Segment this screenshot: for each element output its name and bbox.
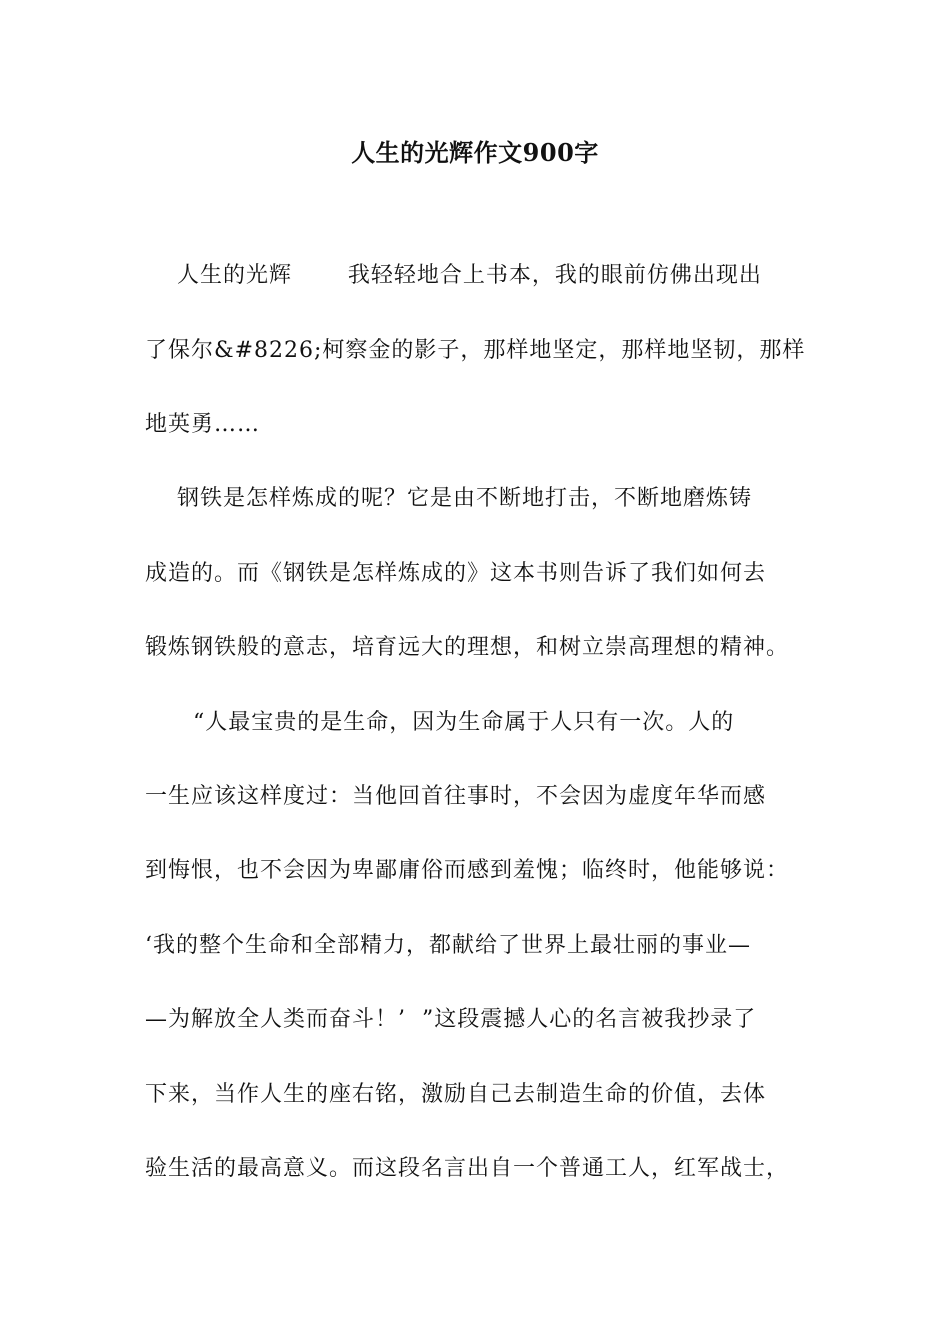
- text-line: “人最宝贵的是生命，因为生命属于人只有一次。人的: [145, 710, 735, 735]
- text-line: 到悔恨，也不会因为卑鄙庸俗而感到羞愧；临终时，他能够说：: [145, 858, 790, 883]
- text-line: 验生活的最高意义。而这段名言出自一个普通工人，红军战士，: [145, 1156, 790, 1181]
- text-line: ‘我的整个生命和全部精力，都献给了世界上最壮丽的事业—: [145, 933, 751, 958]
- text-line: 了保尔&#8226;柯察金的影子，那样地坚定，那样地坚韧，那样: [145, 338, 806, 363]
- document-title: 人生的光辉作文900字: [351, 138, 599, 167]
- text-line: 人生的光辉 我轻轻地合上书本，我的眼前仿佛出现出: [145, 263, 762, 288]
- text-line: 钢铁是怎样炼成的呢？它是由不断地打击，不断地磨炼铸: [145, 486, 752, 511]
- text-line: 锻炼钢铁般的意志，培育远大的理想，和树立崇高理想的精神。: [145, 635, 790, 660]
- text-line: 下来，当作人生的座右铭，激励自己去制造生命的价值，去体: [145, 1082, 767, 1107]
- text-line: —为解放全人类而奋斗！’ ”这段震撼人心的名言被我抄录了: [145, 1007, 757, 1032]
- text-line: 地英勇……: [145, 412, 261, 437]
- text-line: 成造的。而《钢铁是怎样炼成的》这本书则告诉了我们如何去: [145, 561, 767, 586]
- text-line: 一生应该这样度过：当他回首往事时，不会因为虚度年华而感: [145, 784, 767, 809]
